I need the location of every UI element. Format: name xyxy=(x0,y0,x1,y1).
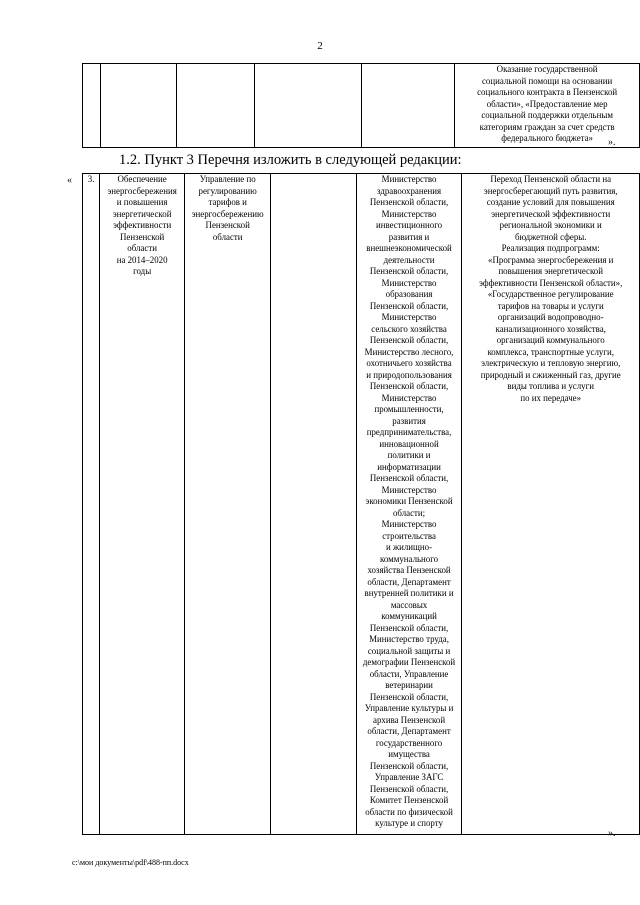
text-line: области xyxy=(212,231,243,242)
text-line: промышленности, xyxy=(374,404,444,414)
text-line: Пензенской xyxy=(205,220,250,230)
text-line: региональной экономики и xyxy=(499,220,602,230)
text-line: повышения энергетической xyxy=(498,266,603,276)
text-line: Переход Пензенской области на xyxy=(490,174,612,184)
program-name-cell xyxy=(100,174,185,835)
text-line: регулированию xyxy=(198,185,257,196)
text-line: деятельности xyxy=(383,254,435,265)
text-line: Обеспечение xyxy=(117,174,167,184)
text-line: Управление по xyxy=(199,174,256,184)
text-line: природный и сжиженный газ, другие xyxy=(480,369,621,380)
text-line: строительства xyxy=(382,530,436,541)
text-line: «Государственное регулирование xyxy=(487,289,614,299)
text-line: на 2014–2020 xyxy=(116,254,168,265)
text-line: тарифов на товары и услуги xyxy=(497,300,604,311)
text-line: канализационного хозяйства, xyxy=(495,323,606,334)
text-line: хозяйства Пензенской xyxy=(367,565,451,575)
text-line: массовых xyxy=(390,599,428,610)
empty-cell xyxy=(271,174,356,835)
text-line: Пензенской области, xyxy=(369,266,449,276)
text-line: Министерство xyxy=(381,312,437,322)
text-line: области, Департамент xyxy=(367,576,451,587)
text-line: электрическую и тепловую энергию, xyxy=(481,358,621,368)
text-line: инновационной xyxy=(379,438,439,449)
text-line: здравоохранения xyxy=(376,185,442,196)
text-line: комплекса, транспортные услуги, xyxy=(487,346,614,357)
footer-file-path: c:\мои документы\pdf\488-пп.docx xyxy=(72,858,189,867)
text-line: Министерство xyxy=(381,484,437,495)
text-line: Пензенской xyxy=(119,231,165,242)
text-line: федерального бюджета» xyxy=(501,133,593,143)
text-line: Министерство xyxy=(381,174,437,184)
text-line: информатизации xyxy=(377,461,441,472)
text-line: Управление культуры и xyxy=(364,703,454,713)
text-line: энергетической эффективности xyxy=(491,208,611,219)
table-cell xyxy=(83,64,101,148)
row-number: 3. xyxy=(83,174,100,835)
co-executors-cell xyxy=(356,174,462,835)
text-line: архива Пензенской xyxy=(373,714,446,725)
text-line: образования xyxy=(385,289,433,299)
closing-quote: ». xyxy=(608,137,616,148)
text-line: категориям граждан за счет средств xyxy=(479,121,615,132)
text-line: развития и xyxy=(388,231,430,242)
section-heading: 1.2. Пункт 3 Перечня изложить в следующей редакции: xyxy=(119,152,462,168)
text-line: инвестиционного xyxy=(375,220,443,230)
text-line: области, Департамент xyxy=(367,726,451,736)
text-line: коммуникаций xyxy=(381,611,437,621)
text-line: Пензенской области, xyxy=(369,197,449,207)
text-line: имущества xyxy=(388,749,430,759)
text-line: организаций водопроводно- xyxy=(497,312,604,322)
text-line: Пензенской области, xyxy=(369,335,449,345)
text-line: сельского хозяйства xyxy=(371,323,447,334)
text-line: бюджетной сферы. xyxy=(514,231,587,242)
text-line: Министерство xyxy=(381,208,437,219)
text-line: Пензенской области, xyxy=(369,622,449,633)
table-row xyxy=(83,174,640,835)
text-line: демографии Пензенской xyxy=(362,657,456,667)
expected-results-cell xyxy=(462,174,640,835)
text-line: предпринимательства, xyxy=(366,427,452,437)
text-line: Комитет Пензенской xyxy=(369,795,449,805)
responsible-executor-cell xyxy=(185,174,271,835)
text-line: охотничьего хозяйства xyxy=(366,358,452,368)
text-line: экономики Пензенской xyxy=(365,496,453,506)
text-line: создание условий для повышения xyxy=(486,197,615,207)
opening-quote: « xyxy=(67,175,72,186)
text-line: энергосбережению xyxy=(191,208,264,219)
text-line: развития xyxy=(392,415,426,426)
text-line: энергосберегающий путь развития, xyxy=(483,185,618,196)
text-line: Пензенской области, xyxy=(369,300,449,311)
table-cell-description xyxy=(455,64,640,148)
text-line: социальной помощи на основании xyxy=(481,75,613,86)
text-line: коммунального xyxy=(380,553,439,564)
text-line: культуре и спорту xyxy=(375,818,443,828)
text-line: социальной поддержки отдельным xyxy=(481,110,613,120)
text-line: по их передаче» xyxy=(520,392,582,403)
text-line: «Программа энергосбережения и xyxy=(488,254,614,265)
text-line: тарифов и xyxy=(208,197,247,207)
text-line: и природопользования xyxy=(366,369,452,380)
text-line: и жилищно- xyxy=(386,542,433,552)
text-line: виды топлива и услуги xyxy=(507,381,595,391)
table-cell xyxy=(361,64,455,148)
table-cell xyxy=(100,64,177,148)
text-line: области», «Предоставление мер xyxy=(486,98,608,109)
closing-quote: ». xyxy=(608,828,616,839)
text-line: внешнеэкономической xyxy=(366,243,452,253)
text-line: Пензенской области, xyxy=(369,473,449,483)
text-line: организаций коммунального xyxy=(496,335,605,345)
text-line: области, Управление xyxy=(369,668,449,679)
text-line: годы xyxy=(133,266,152,276)
text-line: Министерство xyxy=(381,392,437,403)
table-cell xyxy=(255,64,361,148)
text-line: Реализация подпрограмм: xyxy=(501,243,600,253)
text-line: Управление ЗАГС xyxy=(374,772,444,782)
text-line: области xyxy=(127,243,157,253)
text-line: социальной защиты и xyxy=(367,645,451,656)
text-line: государственного xyxy=(375,737,443,748)
text-line: Оказание государственной xyxy=(496,64,598,74)
text-line: энергетической xyxy=(112,208,172,219)
program-table xyxy=(82,173,640,835)
text-line: Министерство лесного, xyxy=(364,346,454,357)
text-line: Пензенской области, xyxy=(369,381,449,391)
text-line: Пензенской области, xyxy=(369,691,449,702)
text-line: эффективности xyxy=(113,220,172,230)
page-number: 2 xyxy=(317,40,323,52)
text-line: энергосбережения xyxy=(107,185,177,196)
text-line: области по физической xyxy=(365,806,453,817)
text-line: политики и xyxy=(387,450,431,460)
text-line: Министерство xyxy=(381,519,437,529)
text-line: Министерство труда, xyxy=(369,634,449,644)
text-line: ветеринарии xyxy=(385,680,433,690)
text-line: Пензенской области, xyxy=(369,760,449,771)
text-line: внутренней политики и xyxy=(364,588,454,598)
text-line: области; xyxy=(392,507,426,518)
text-line: эффективности Пензенской области», xyxy=(479,277,623,288)
text-line: и повышения xyxy=(116,197,168,207)
text-line: Пензенской области, xyxy=(369,783,449,794)
text-line: социального контракта в Пензенской xyxy=(477,87,618,97)
previous-table-row xyxy=(82,63,640,148)
table-cell xyxy=(177,64,255,148)
table-row xyxy=(83,64,640,148)
text-line: Министерство xyxy=(381,277,437,288)
